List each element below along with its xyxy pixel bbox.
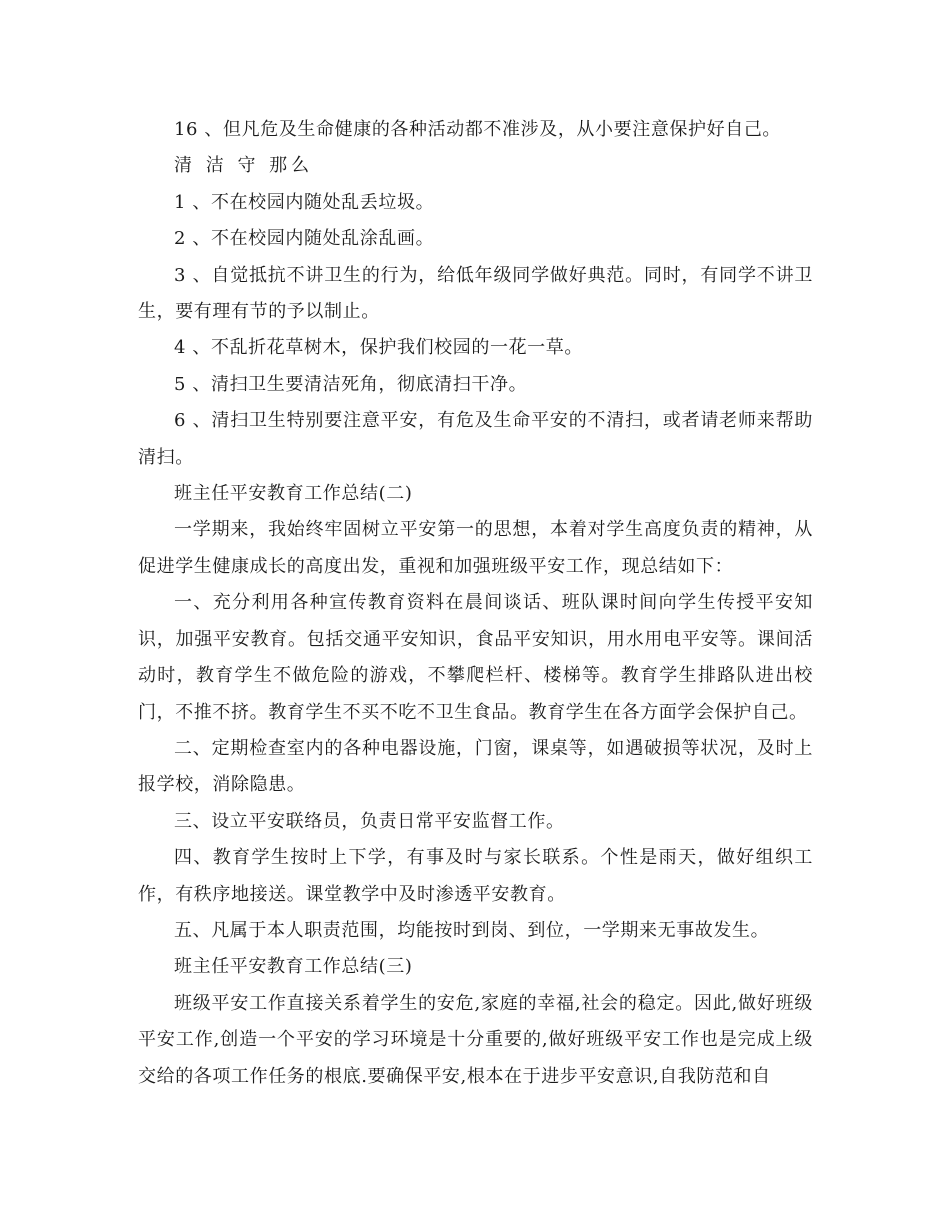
paragraph-item-3: 3 、自觉抵抗不讲卫生的行为，给低年级同学做好典范。同时，有同学不讲卫生，要有理有节的予以制止。 bbox=[138, 264, 813, 323]
paragraph-point-2: 二、定期检查室内的各种电器设施，门窗，课桌等，如遇破损等状况，及时上报学校，消除隐患。 bbox=[138, 737, 813, 796]
paragraph-point-4: 四、教育学生按时上下学，有事及时与家长联系。个性是雨天，做好组织工作，有秩序地接送。课堂教学中及时渗透平安教育。 bbox=[138, 847, 813, 905]
paragraph-item-4: 4 、不乱折花草树木，保护我们校园的一花一草。 bbox=[174, 337, 583, 359]
section-heading-summary-3: 班主任平安教育工作总结(三) bbox=[174, 956, 413, 978]
paragraph-point-3: 三、设立平安联络员，负责日常平安监督工作。 bbox=[174, 810, 565, 832]
paragraph-point-1: 一、充分利用各种宣传教育资料在晨间谈话、班队课时间向学生传授平安知识，加强平安教育。包括交通平安知识，食品平安知识，用水用电平安等。课间活动时，教育学生不做危险的游戏，不攀爬栏杆、楼梯等。教育学生排路队进出校门，不推不挤。教育学生不买不吃不卫生食品。教育学生在各方面学会保护自己。 bbox=[138, 592, 813, 723]
paragraph-intro-3: 班级平安工作直接关系着学生的安危,家庭的幸福,社会的稳定。因此,做好班级平安工作,创造一个平安的学习环境是十分重要的,做好班级平安工作也是完成上级交给的各项工作任务的根底.要确保平安,根本在于进步平安意识,自我防范和自 bbox=[138, 992, 813, 1087]
paragraph-item-5: 5 、清扫卫生要清洁死角，彻底清扫干净。 bbox=[174, 373, 528, 395]
document-body bbox=[138, 112, 813, 1095]
paragraph-item-1: 1 、不在校园内随处乱丢垃圾。 bbox=[174, 191, 435, 213]
paragraph-item-16: 16 、但凡危及生命健康的各种活动都不准涉及，从小要注意保护好自己。 bbox=[174, 119, 782, 140]
paragraph-item-2: 2 、不在校园内随处乱涂乱画。 bbox=[174, 228, 435, 250]
section-heading-cleanliness: 清 洁 守 那么 bbox=[174, 155, 314, 177]
section-heading-summary-2: 班主任平安教育工作总结(二) bbox=[174, 483, 413, 505]
paragraph-point-5: 五、凡属于本人职责范围，均能按时到岗、到位，一学期来无事故发生。 bbox=[174, 919, 770, 941]
paragraph-item-6: 6 、清扫卫生特别要注意平安，有危及生命平安的不清扫，或者请老师来帮助清扫。 bbox=[138, 410, 813, 468]
paragraph-intro-2: 一学期来，我始终牢固树立平安第一的思想，本着对学生高度负责的精神，从促进学生健康成长的高度出发，重视和加强班级平安工作，现总结如下： bbox=[138, 519, 813, 577]
